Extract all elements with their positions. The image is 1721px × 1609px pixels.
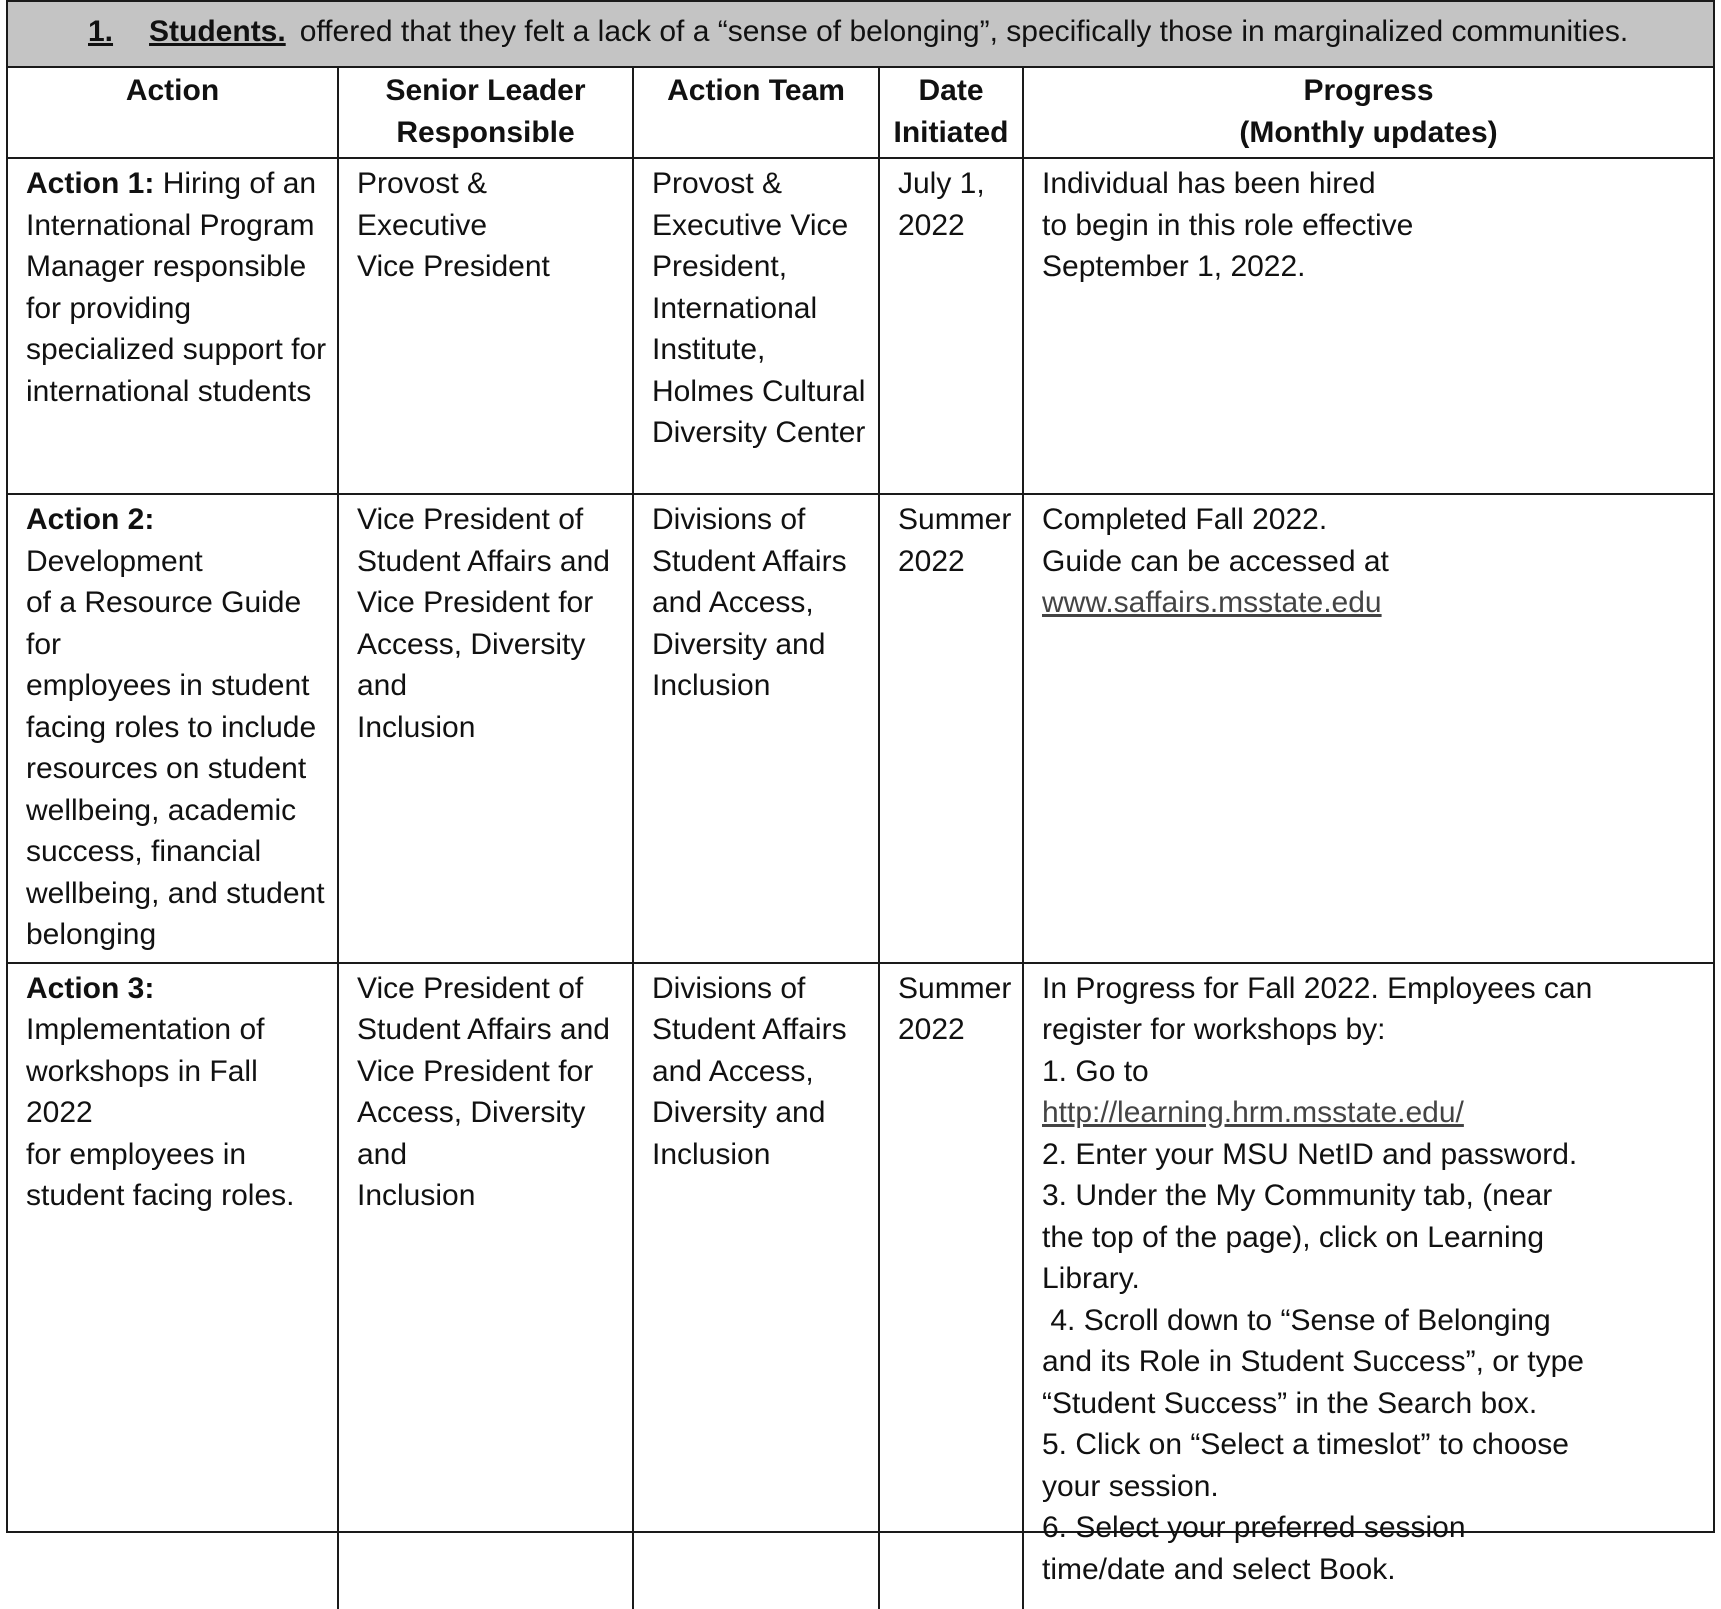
progress-cell [1023,963,1713,1609]
progress-step: Library. [1042,1262,1140,1295]
progress-step: the top of the page), click on Learning [1042,1220,1545,1254]
header-line: Action [125,74,220,107]
action-text: employees in student [26,669,310,702]
progress-text: Individual has been hired [1042,167,1376,200]
date-initiated-cell [879,494,1023,963]
action-text: student facing roles. [26,1179,295,1212]
table-row [8,963,1713,1609]
leader-text: Inclusion [357,710,476,744]
progress-step: “Student Success” in the Search box. [1042,1386,1538,1420]
column-header-action-team [633,68,879,158]
leader-text: Student Affairs and [357,544,610,578]
leader-text: Student Affairs and [357,1013,610,1046]
column-header-senior-leader [338,68,633,158]
date-text: Summer [898,971,1012,1005]
progress-step: 2. Enter your MSU NetID and password. [1042,1137,1578,1171]
team-text: Institute, [652,333,766,366]
header-line: Initiated [893,115,1009,149]
resource-guide-link[interactable]: www.saffairs.msstate.edu [1042,586,1382,619]
action-text: Implementation of [26,1013,265,1046]
header-line: Progress [1303,74,1434,107]
header-line: Action Team [667,74,845,107]
leader-text: Vice President of [357,971,584,1005]
header-line: (Monthly updates) [1239,115,1498,149]
action-text: success, financial [26,835,262,868]
section-label: Students. [149,15,286,48]
leader-text: Vice President for [357,586,594,619]
progress-text: 1. Go to [1042,1054,1149,1088]
leader-text: Access, Diversity and [357,1096,586,1171]
team-text: President, [652,250,788,283]
action-text: international students [26,374,312,408]
progress-text: to begin in this role effective [1042,208,1414,242]
date-initiated-cell [879,158,1023,494]
team-text: Holmes Cultural [652,374,866,408]
progress-text: register for workshops by: [1042,1013,1386,1046]
leader-text: Vice President for [357,1054,594,1088]
action-cell [8,158,338,494]
team-text: Divisions of [652,503,806,536]
team-text: Student Affairs [652,1013,847,1046]
table-row [8,158,1713,494]
senior-leader-cell [338,963,633,1609]
leader-text: Vice President of [357,503,584,536]
progress-text: Completed Fall 2022. [1042,503,1328,536]
action-plan-table [8,68,1713,1609]
action-text: for providing [26,291,192,325]
progress-cell [1023,158,1713,494]
team-text: Diversity and [652,1096,826,1129]
progress-text: In Progress for Fall 2022. Employees can [1042,971,1593,1005]
column-header-progress [1023,68,1713,158]
section-number: 1. [88,15,114,48]
progress-step: and its Role in Student Success”, or type [1042,1345,1584,1378]
leader-text: Vice President [357,250,550,283]
progress-step: 6. Select your preferred session [1042,1511,1466,1544]
section-banner [8,2,1713,68]
progress-step: your session. [1042,1469,1219,1503]
action-first-line [26,499,329,582]
action-label: Action 3: [26,971,155,1005]
date-text: Summer [898,503,1012,536]
leader-text: Inclusion [357,1179,476,1212]
action-text: specialized support for [26,333,327,366]
header-line: Senior Leader [385,74,586,107]
progress-step: 4. Scroll down to “Sense of Belonging [1042,1303,1551,1337]
action-team-cell [633,494,879,963]
team-text: Divisions of [652,971,806,1005]
team-text: Inclusion [652,669,771,702]
progress-text: Guide can be accessed at [1042,544,1389,578]
team-text: Executive Vice [652,208,849,242]
progress-text: September 1, 2022. [1042,250,1306,283]
action-label: Action 1: [26,167,155,200]
date-text: 2022 [898,1013,965,1046]
team-text: International [652,291,818,325]
action-text: wellbeing, academic [26,793,297,827]
action-team-cell [633,158,879,494]
team-text: Inclusion [652,1137,771,1171]
date-text: 2022 [898,544,965,578]
action-first-line [26,163,329,205]
action-cell [8,963,338,1609]
action-text: belonging [26,918,157,951]
action-text: International Program [26,208,315,242]
action-text: Development [26,544,203,578]
learning-portal-link[interactable]: http://learning.hrm.msstate.edu/ [1042,1096,1464,1129]
team-text: Provost & [652,167,783,200]
leader-text: Provost & Executive [357,167,488,242]
section-text: offered that they felt a lack of a “sense of belonging”, specifically those in marginalized communities. [299,15,1629,48]
progress-cell [1023,494,1713,963]
date-text: 2022 [898,208,965,242]
team-text: Student Affairs [652,544,847,578]
column-header-action [8,68,338,158]
progress-step: time/date and select Book. [1042,1552,1396,1586]
action-text: resources on student [26,752,307,785]
action-plan-document [6,0,1715,1586]
leader-text: Access, Diversity and [357,627,586,702]
action-cell [8,494,338,963]
team-text: Diversity Center [652,416,866,449]
progress-step: 5. Click on “Select a timeslot” to choose [1042,1428,1569,1461]
action-team-cell [633,963,879,1609]
progress-step: 3. Under the My Community tab, (near [1042,1179,1553,1212]
date-initiated-cell [879,963,1023,1609]
team-text: and Access, [652,1054,814,1088]
action-text: of a Resource Guide for [26,586,302,661]
action-text: Manager responsible [26,250,307,283]
action-text: workshops in Fall 2022 [26,1054,258,1129]
column-header-date-initiated [879,68,1023,158]
action-text: wellbeing, and student [26,876,325,910]
senior-leader-cell [338,158,633,494]
table-header-row [8,68,1713,158]
action-text: for employees in [26,1137,247,1171]
team-text: Diversity and [652,627,826,661]
action-text: facing roles to include [26,710,317,744]
header-line: Date [918,74,984,107]
action-label: Action 2: [26,503,155,536]
header-line: Responsible [396,115,575,149]
senior-leader-cell [338,494,633,963]
table-row [8,494,1713,963]
action-text: Hiring of an [162,167,317,200]
team-text: and Access, [652,586,814,619]
date-text: July 1, [898,167,985,200]
